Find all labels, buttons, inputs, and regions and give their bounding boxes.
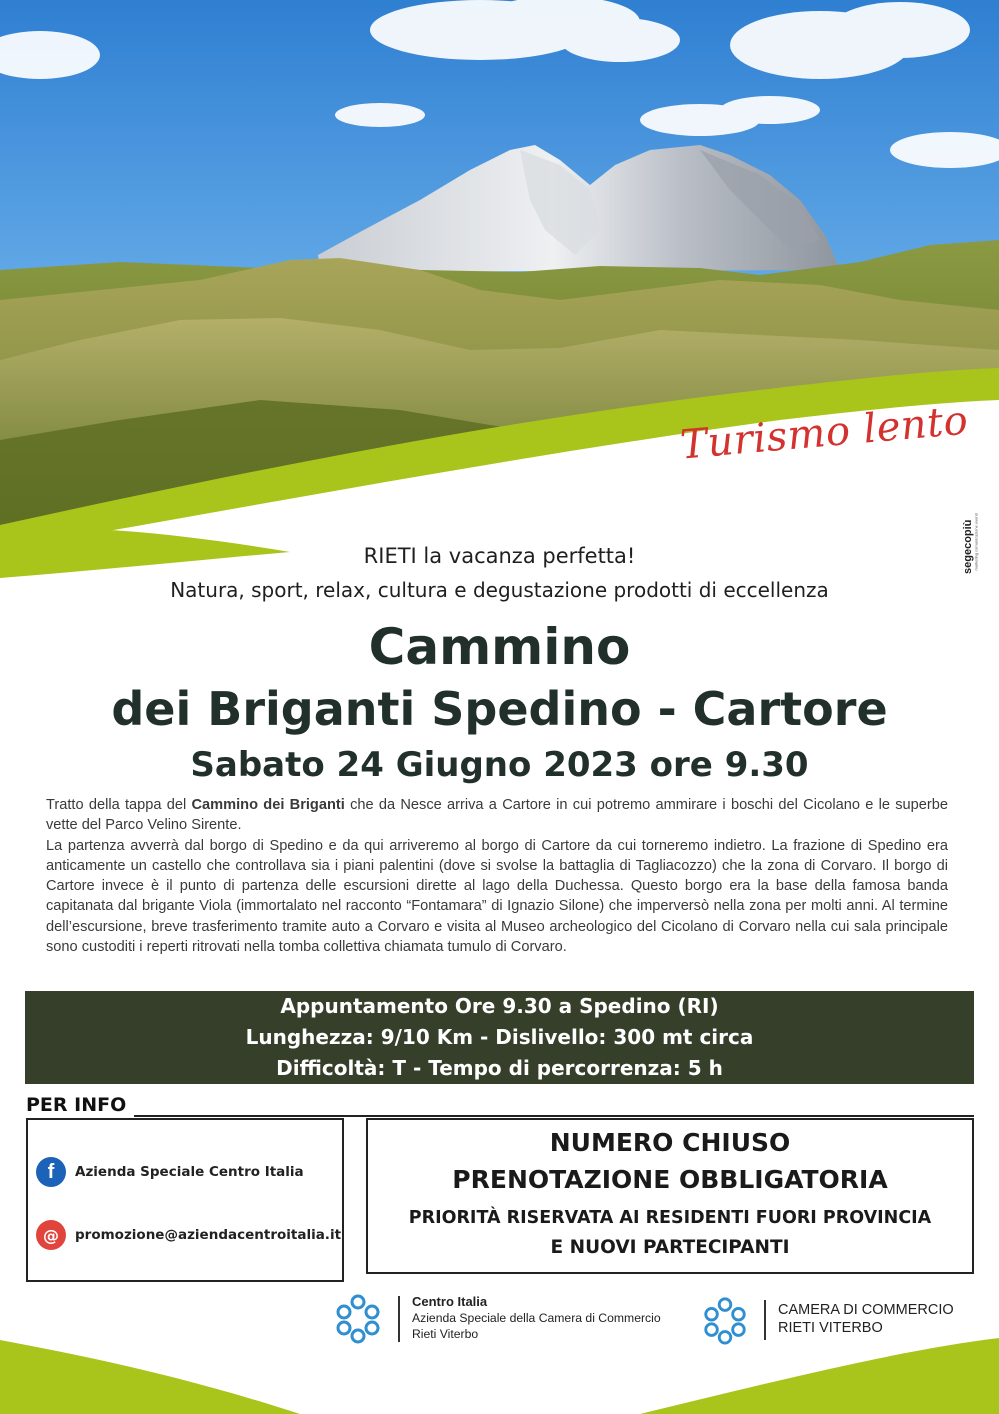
notice-line-1: NUMERO CHIUSO — [549, 1128, 791, 1157]
camera-commercio-line-2: RIETI VITERBO — [778, 1320, 883, 1336]
intro-line-2: Natura, sport, relax, cultura e degustazione prodotti di eccellenza — [170, 578, 829, 602]
logo-divider — [398, 1296, 400, 1342]
description-paragraph-2: La partenza avverrà dal borgo di Spedino e da qui arriveremo al borgo di Cartore da cui torneremo indietro. La frazione di Spedino era anticamente un castello che controllava sia i piani palentini (dove si svolse la battaglia di Tagliacozzo) che la zona di Corvaro. Il borgo di Cartore invece è il punto di partenza delle escursioni dirette al lago della Duchessa. Questo borgo era la base della famosa banda capitanata dal brigante Viola (immortalato nel racconto “Fontamara” di Ignazio Silone) che imperversò nella zona per molti anni. Al termine dell’escursione, breve trasferimento tramite auto a Corvaro e visita al Museo archeologico del Cicolano di Corvaro nella cui sala principale sono custoditi i reperti ritrovati nella tomba collettiva chiamata tumulo di Corvaro. — [46, 837, 948, 956]
contact-box — [26, 1118, 344, 1282]
notice-line-4: E NUOVI PARTECIPANTI — [550, 1237, 790, 1258]
facebook-label: Azienda Speciale Centro Italia — [75, 1164, 304, 1180]
description-text: Tratto della tappa del — [46, 797, 192, 813]
segecopiu-subtext: marketing comunicazione eventi — [973, 513, 979, 571]
email-label: promozione@aziendacentroitalia.it — [75, 1227, 342, 1243]
detail-meeting: Appuntamento Ore 9.30 a Spedino (RI) — [280, 994, 719, 1018]
segecopiu-text: segecopiù — [962, 519, 974, 574]
notice-line-2: PRENOTAZIONE OBBLIGATORIA — [452, 1165, 888, 1194]
notice-line-3: PRIORITÀ RISERVATA AI RESIDENTI FUORI PROVINCIA — [408, 1208, 932, 1228]
centro-italia-sub-1: Azienda Speciale della Camera di Commercio — [412, 1311, 661, 1325]
hero-landscape-image — [0, 0, 999, 560]
turismo-lento-tagline: Turismo lento — [678, 397, 970, 469]
centro-italia-title: Centro Italia — [412, 1294, 488, 1309]
title-date: Sabato 24 Giugno 2023 ore 9.30 — [190, 745, 809, 785]
email-contact[interactable] — [36, 1220, 341, 1250]
description-text: che da Nesce arriva a Cartore in cui potremo ammirare i boschi del Cicolano e le superbe vette del Parco Velino Sirente. — [46, 797, 948, 834]
centro-italia-sub-2: Rieti Viterbo — [412, 1327, 479, 1341]
detail-difficulty: Difficoltà: T - Tempo di percorrenza: 5 h — [276, 1056, 723, 1080]
facebook-contact[interactable] — [36, 1157, 304, 1187]
facebook-icon: f — [36, 1157, 66, 1187]
per-info-divider — [134, 1115, 974, 1117]
per-info-heading: PER INFO — [26, 1094, 127, 1116]
camera-commercio-logo-icon — [700, 1295, 750, 1345]
description-paragraph-1 — [46, 795, 948, 836]
centro-italia-logo-icon — [332, 1292, 384, 1344]
description-bold-text: Cammino dei Briganti — [191, 797, 345, 813]
intro-line-1: RIETI la vacanza perfetta! — [363, 544, 636, 568]
title-line-1: Cammino — [368, 618, 631, 676]
camera-commercio-line-1: CAMERA DI COMMERCIO — [778, 1302, 954, 1318]
title-line-2: dei Briganti Spedino - Cartore — [111, 682, 888, 736]
email-icon: @ — [36, 1220, 66, 1250]
event-description — [46, 795, 948, 957]
detail-length: Lunghezza: 9/10 Km - Dislivello: 300 mt circa — [245, 1025, 754, 1049]
logo-divider-2 — [764, 1300, 766, 1340]
event-details-bar — [25, 991, 974, 1084]
